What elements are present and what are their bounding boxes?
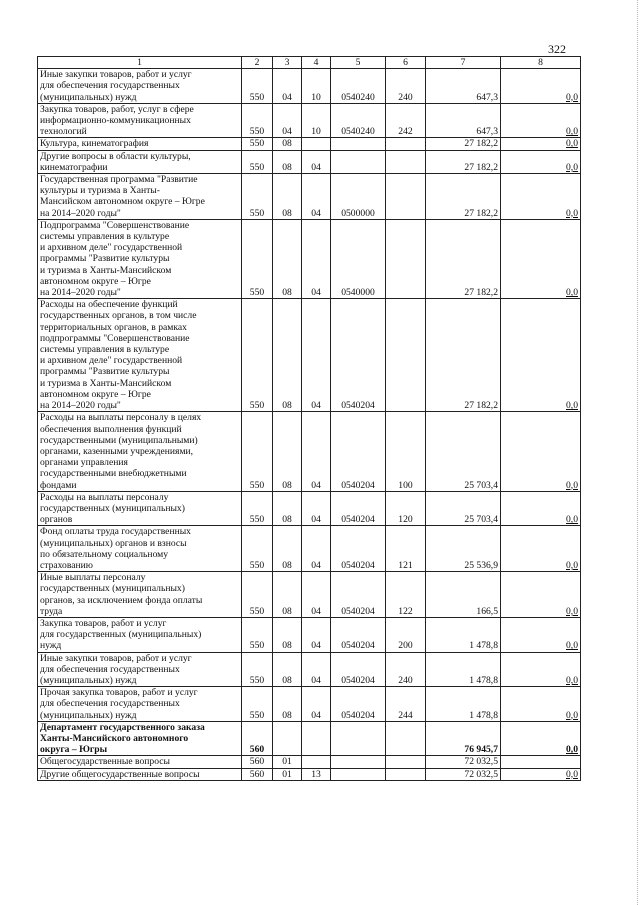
row-name-cell: Другие вопросы в области культуры, кинематографии [38,150,242,173]
code-expense-type-cell [386,299,426,412]
row-name-cell: Фонд оплаты труда государственных (муниципальных) органов и взносы по обязательному социальному страхованию [38,526,242,572]
amount-cell: 647,3 [426,103,501,138]
table-row [38,69,581,104]
code-expense-type-cell [386,768,426,780]
code-subsection-cell: 04 [302,572,331,618]
amount-cell: 72 032,5 [426,756,501,768]
code-expense-type-cell [386,721,426,756]
row-name-cell: Иные закупки товаров, работ и услуг для обеспечения государственных (муниципальных) нужд [38,652,242,687]
code-admin-cell: 550 [242,138,273,150]
row-name-cell: Общегосударственные вопросы [38,756,242,768]
amount-cell: 27 182,2 [426,219,501,298]
code-admin-cell: 550 [242,174,273,220]
code-section-cell: 08 [273,687,302,722]
code-expense-type-cell [386,138,426,150]
row-name-cell: Культура, кинематография [38,138,242,150]
code-section-cell: 08 [273,617,302,652]
scan-edge-line [636,0,638,905]
table-row [38,219,581,298]
amount-cell: 1 478,8 [426,652,501,687]
code-section-cell: 08 [273,526,302,572]
amount-alt-cell: 0,0 [501,652,581,687]
code-subsection-cell: 04 [302,491,331,526]
row-name-cell: Расходы на выплаты персоналу в целях обеспечения выполнения функций государственными (муниципальными) органами, казенными учреждениями, органами управления государственными внебюджетными фондами [38,412,242,491]
code-target-cell: 0540204 [331,491,386,526]
code-expense-type-cell: 240 [386,652,426,687]
amount-cell: 76 945,7 [426,721,501,756]
budget-table [37,56,581,781]
code-subsection-cell [302,138,331,150]
table-row [38,174,581,220]
code-section-cell: 08 [273,412,302,491]
header-cell: 1 [38,57,242,69]
row-name-cell: Государственная программа "Развитие культуры и туризма в Ханты- Мансийском автономном округе – Югре на 2014–2020 годы" [38,174,242,220]
table-row [38,572,581,618]
code-subsection-cell: 04 [302,526,331,572]
code-expense-type-cell: 100 [386,412,426,491]
amount-alt-cell: 0,0 [501,150,581,173]
code-expense-type-cell [386,219,426,298]
amount-cell: 72 032,5 [426,768,501,780]
table-row [38,103,581,138]
table-row [38,617,581,652]
code-admin-cell: 550 [242,526,273,572]
amount-cell: 1 478,8 [426,617,501,652]
amount-alt-cell: 0,0 [501,572,581,618]
amount-cell: 25 536,9 [426,526,501,572]
header-cell: 7 [426,57,501,69]
code-target-cell: 0540240 [331,69,386,104]
header-cell: 6 [386,57,426,69]
row-name-cell: Закупка товаров, работ, услуг в сфере информационно-коммуникационных технологий [38,103,242,138]
amount-alt-cell: 0,0 [501,69,581,104]
amount-cell: 25 703,4 [426,412,501,491]
table-row [38,756,581,768]
amount-alt-cell: 0,0 [501,103,581,138]
amount-alt-cell [501,756,581,768]
code-subsection-cell: 04 [302,687,331,722]
row-name-cell: Другие общегосударственные вопросы [38,768,242,780]
row-name-cell: Подпрограмма "Совершенствование системы управления в культуре и архивном деле" государственной программы "Развитие культуры и туризма в Ханты-Мансийском автономном округе – Югре на 2014–2020 годы" [38,219,242,298]
code-subsection-cell: 10 [302,69,331,104]
code-section-cell: 04 [273,69,302,104]
code-section-cell: 08 [273,174,302,220]
code-target-cell [331,721,386,756]
amount-cell: 27 182,2 [426,150,501,173]
code-target-cell: 0540204 [331,572,386,618]
code-subsection-cell: 04 [302,150,331,173]
amount-cell: 166,5 [426,572,501,618]
code-target-cell: 0500000 [331,174,386,220]
page-number: 322 [548,42,566,56]
code-subsection-cell: 04 [302,299,331,412]
code-section-cell: 04 [273,103,302,138]
amount-alt-cell: 0,0 [501,174,581,220]
code-subsection-cell: 04 [302,652,331,687]
code-expense-type-cell [386,756,426,768]
code-subsection-cell: 04 [302,219,331,298]
code-target-cell [331,756,386,768]
code-section-cell: 08 [273,219,302,298]
code-section-cell: 08 [273,491,302,526]
table-row [38,721,581,756]
header-cell: 2 [242,57,273,69]
code-section-cell: 08 [273,652,302,687]
code-admin-cell: 550 [242,103,273,138]
code-admin-cell: 560 [242,756,273,768]
amount-alt-cell: 0,0 [501,526,581,572]
code-expense-type-cell [386,174,426,220]
code-section-cell: 08 [273,572,302,618]
code-admin-cell: 550 [242,219,273,298]
code-target-cell: 0540204 [331,526,386,572]
code-admin-cell: 550 [242,617,273,652]
code-target-cell: 0540204 [331,617,386,652]
code-subsection-cell: 13 [302,768,331,780]
code-admin-cell: 550 [242,299,273,412]
table-row [38,299,581,412]
code-admin-cell: 560 [242,768,273,780]
code-expense-type-cell: 242 [386,103,426,138]
amount-alt-cell: 0,0 [501,491,581,526]
amount-alt-cell: 0,0 [501,768,581,780]
code-admin-cell: 550 [242,652,273,687]
row-name-cell: Расходы на выплаты персоналу государственных (муниципальных) органов [38,491,242,526]
code-expense-type-cell: 200 [386,617,426,652]
code-section-cell: 08 [273,299,302,412]
code-expense-type-cell: 244 [386,687,426,722]
table-row [38,491,581,526]
code-section-cell: 08 [273,150,302,173]
amount-cell: 27 182,2 [426,138,501,150]
table-row [38,652,581,687]
code-target-cell: 0540204 [331,412,386,491]
amount-alt-cell: 0,0 [501,299,581,412]
amount-alt-cell: 0,0 [501,617,581,652]
code-target-cell: 0540204 [331,299,386,412]
amount-cell: 1 478,8 [426,687,501,722]
code-admin-cell: 550 [242,150,273,173]
code-admin-cell: 550 [242,572,273,618]
code-subsection-cell [302,721,331,756]
table-row [38,412,581,491]
code-admin-cell: 550 [242,69,273,104]
row-name-cell: Прочая закупка товаров, работ и услуг для обеспечения государственных (муниципальных) нужд [38,687,242,722]
code-expense-type-cell [386,150,426,173]
header-cell: 5 [331,57,386,69]
table-row [38,768,581,780]
amount-alt-cell: 0,0 [501,219,581,298]
code-expense-type-cell: 121 [386,526,426,572]
code-expense-type-cell: 122 [386,572,426,618]
code-admin-cell: 550 [242,412,273,491]
code-section-cell: 08 [273,138,302,150]
header-row [38,57,581,69]
code-admin-cell: 560 [242,721,273,756]
header-cell: 3 [273,57,302,69]
code-section-cell [273,721,302,756]
code-target-cell: 0540204 [331,687,386,722]
amount-cell: 647,3 [426,69,501,104]
code-section-cell: 01 [273,768,302,780]
table-row [38,138,581,150]
amount-cell: 27 182,2 [426,174,501,220]
header-cell: 8 [501,57,581,69]
code-subsection-cell: 04 [302,412,331,491]
table-row [38,526,581,572]
row-name-cell: Расходы на обеспечение функций государственных органов, в том числе территориальных органов, в рамках подпрограммы "Совершенствование системы управления в культуре и архивном деле" государственной программы "Развитие культуры и туризма в Ханты-Мансийском автономном округе – Югре на 2014–2020 годы" [38,299,242,412]
code-target-cell: 0540000 [331,219,386,298]
row-name-cell: Иные выплаты персоналу государственных (муниципальных) органов, за исключением фонда оплаты труда [38,572,242,618]
code-target-cell [331,138,386,150]
budget-table-container [37,56,580,781]
code-target-cell [331,150,386,173]
code-subsection-cell: 10 [302,103,331,138]
code-admin-cell: 550 [242,687,273,722]
table-row [38,687,581,722]
amount-alt-cell: 0,0 [501,138,581,150]
code-target-cell: 0540204 [331,652,386,687]
code-subsection-cell: 04 [302,617,331,652]
table-row [38,150,581,173]
code-subsection-cell [302,756,331,768]
amount-alt-cell: 0,0 [501,721,581,756]
code-target-cell: 0540240 [331,103,386,138]
amount-alt-cell: 0,0 [501,687,581,722]
code-section-cell: 01 [273,756,302,768]
row-name-cell: Иные закупки товаров, работ и услуг для обеспечения государственных (муниципальных) нужд [38,69,242,104]
code-subsection-cell: 04 [302,174,331,220]
row-name-cell: Департамент государственного заказа Ханты-Мансийского автономного округа – Югры [38,721,242,756]
amount-cell: 25 703,4 [426,491,501,526]
code-expense-type-cell: 120 [386,491,426,526]
row-name-cell: Закупка товаров, работ и услуг для государственных (муниципальных) нужд [38,617,242,652]
code-target-cell [331,768,386,780]
amount-cell: 27 182,2 [426,299,501,412]
header-cell: 4 [302,57,331,69]
amount-alt-cell: 0,0 [501,412,581,491]
table-body [38,69,581,781]
code-expense-type-cell: 240 [386,69,426,104]
code-admin-cell: 550 [242,491,273,526]
